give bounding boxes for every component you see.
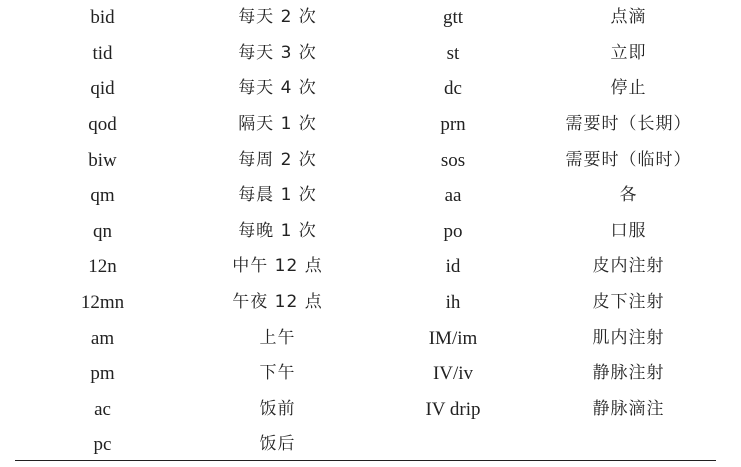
abbreviation-cell: 12n (88, 256, 117, 278)
table-row (15, 320, 716, 356)
meaning-cell: 皮下注射 (592, 292, 665, 313)
meaning-cell (541, 427, 716, 463)
abbreviation-cell: aa (444, 185, 462, 207)
abbreviation-cell: prn (440, 114, 466, 136)
meaning-cell: 饭后 (259, 434, 296, 455)
abbreviation-cell: biw (88, 149, 117, 171)
table-row (15, 427, 716, 463)
table-row (15, 356, 716, 392)
table-row (15, 71, 716, 107)
meaning-cell: 静脉滴注 (592, 398, 665, 419)
abbreviation-cell: IV/iv (432, 363, 474, 385)
meaning-cell: 隔天 1 次 (238, 114, 317, 135)
abbreviation-cell: qn (93, 220, 112, 242)
meaning-cell: 每周 2 次 (238, 149, 317, 170)
meaning-cell: 每天 4 次 (238, 78, 317, 99)
abbreviation-cell: ac (94, 398, 111, 420)
table-row (15, 178, 716, 214)
abbreviation-cell: gtt (442, 7, 464, 29)
meaning-cell: 饭前 (259, 398, 296, 419)
table-row (15, 249, 716, 285)
table-row (15, 214, 716, 250)
abbreviation-cell: ih (445, 292, 461, 314)
meaning-cell: 停止 (610, 78, 647, 99)
abbreviation-cell: sos (440, 149, 466, 171)
table-row (15, 392, 716, 428)
meaning-cell: 每天 2 次 (238, 7, 317, 28)
table-row (15, 36, 716, 72)
meaning-cell: 点滴 (610, 7, 647, 28)
abbreviation-cell: qm (90, 185, 115, 207)
table-body (15, 0, 716, 463)
abbreviation-cell: dc (444, 78, 462, 100)
abbreviation-cell: IV drip (425, 398, 481, 420)
meaning-cell: 中午 12 点 (232, 256, 323, 277)
meaning-cell: 口服 (610, 220, 647, 241)
meaning-cell: 每晚 1 次 (238, 220, 317, 241)
meaning-cell: 上午 (259, 327, 296, 348)
abbreviation-cell: st (446, 42, 460, 64)
abbreviation-cell: qod (88, 114, 117, 136)
meaning-cell: 每天 3 次 (238, 42, 317, 63)
abbreviation-cell: id (445, 256, 461, 278)
abbreviation-cell (365, 427, 541, 463)
meaning-cell: 各 (619, 185, 638, 206)
meaning-cell: 每晨 1 次 (238, 185, 317, 206)
abbreviation-cell: 12mn (80, 292, 125, 314)
abbreviation-cell: tid (92, 42, 113, 64)
table-bottom-rule (15, 460, 716, 461)
meaning-cell: 肌内注射 (592, 327, 665, 348)
abbreviation-cell: pm (90, 363, 115, 385)
meaning-cell: 需要时（临时） (565, 149, 692, 170)
abbreviation-cell: qid (90, 78, 115, 100)
meaning-cell: 静脉注射 (592, 363, 665, 384)
table-row (15, 0, 716, 36)
meaning-cell: 需要时（长期） (565, 114, 692, 135)
abbreviation-cell: po (443, 220, 463, 242)
abbreviation-table (15, 0, 716, 463)
meaning-cell: 下午 (259, 363, 296, 384)
meaning-cell: 皮内注射 (592, 256, 665, 277)
abbreviation-cell: am (90, 327, 115, 349)
table-row (15, 285, 716, 321)
abbreviation-cell: pc (93, 434, 112, 456)
meaning-cell: 午夜 12 点 (232, 292, 323, 313)
abbreviation-cell: IM/im (428, 327, 478, 349)
table-row (15, 107, 716, 143)
meaning-cell: 立即 (610, 42, 647, 63)
abbreviation-cell: bid (90, 7, 115, 29)
table-row (15, 142, 716, 178)
